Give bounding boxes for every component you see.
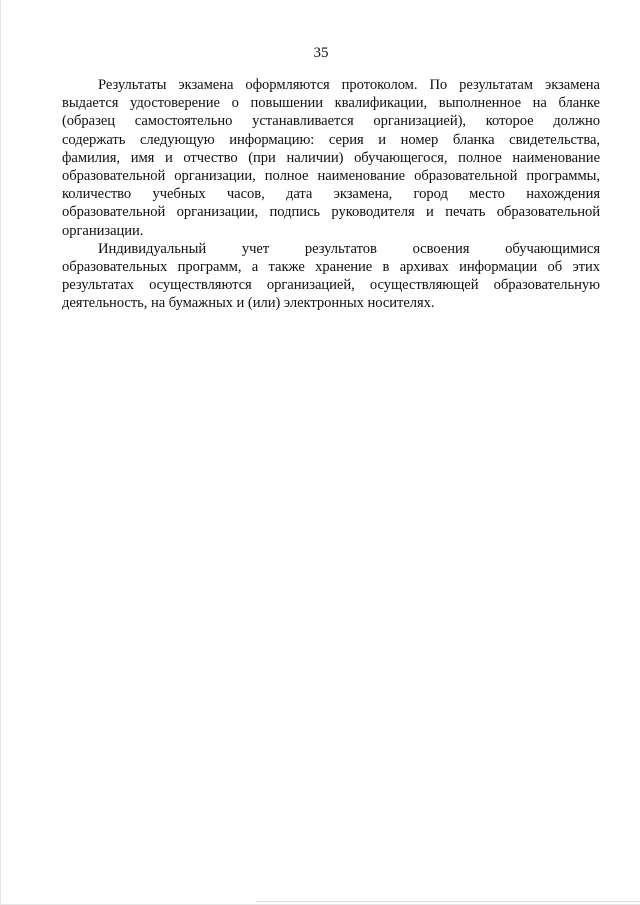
text-line: (образец самостоятельно устанавливается организацией), которое должно <box>62 113 600 130</box>
paragraph-individual-accounting <box>62 240 600 313</box>
text-line: результатах осуществляются организацией, осуществляющей образовательную <box>62 277 600 294</box>
scan-edge-line <box>256 901 640 902</box>
text-line: деятельность, на бумажных и (или) электронных носителях. <box>62 295 435 312</box>
text-line: организации. <box>62 222 144 239</box>
text-line: образовательных программ, а также хранение в архивах информации об этих <box>62 259 600 276</box>
text-line: фамилия, имя и отчество (при наличии) обучающегося, полное наименование <box>62 149 600 166</box>
text-line: количество учебных часов, дата экзамена, город место нахождения <box>62 186 600 203</box>
text-line: Результаты экзамена оформляются протоколом. По результатам экзамена <box>98 77 600 93</box>
document-body <box>62 76 600 313</box>
page-number: 35 <box>313 45 329 61</box>
text-line: выдается удостоверение о повышении квалификации, выполненное на бланке <box>62 95 600 112</box>
text-line: Индивидуальный учет результатов освоения обучающимися <box>98 240 600 257</box>
paragraph-exam-results <box>62 76 600 240</box>
text-line: образовательной организации, подпись руководителя и печать образовательной <box>62 204 600 221</box>
text-line: содержать следующую информацию: серия и номер бланка свидетельства, <box>62 131 600 148</box>
text-line: образовательной организации, полное наименование образовательной программы, <box>62 168 600 185</box>
